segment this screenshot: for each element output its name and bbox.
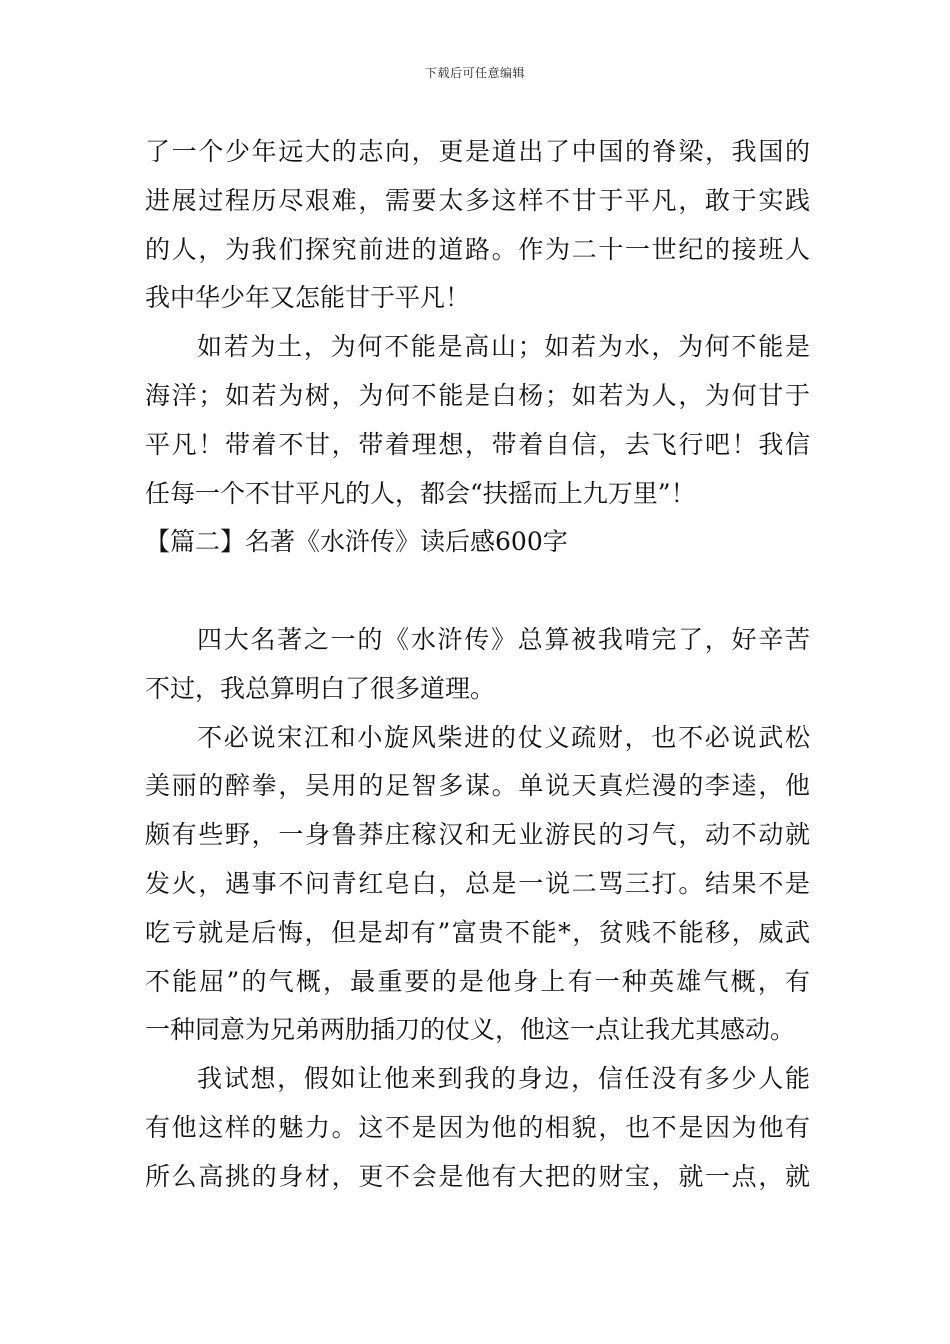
text-line: 有他这样的魅力。这不是因为他的相貌，也不是因为他有	[145, 1112, 810, 1142]
text-line: 如若为土，为何不能是高山；如若为水，为何不能是	[197, 332, 810, 362]
document-body	[145, 128, 810, 1202]
text-line: 四大名著之一的《水浒传》总算被我啃完了，好辛苦	[197, 624, 810, 654]
text-line: 进展过程历尽艰难，需要太多这样不甘于平凡，敢于实践	[145, 185, 810, 215]
paragraph	[145, 128, 810, 323]
paragraph	[145, 323, 810, 518]
page-header: 下载后可任意编辑	[424, 66, 525, 80]
text-line: 不过，我总算明白了很多道理。	[145, 673, 496, 703]
text-line: 不必说宋江和小旋风柴进的仗义疏财，也不必说武松	[197, 722, 810, 752]
text-line: 了一个少年远大的志向，更是道出了中国的脊梁，我国的	[145, 137, 810, 166]
text-line: 海洋；如若为树，为何不能是白杨；如若为人，为何甘于	[145, 380, 810, 410]
section-title: 【篇二】名著《水浒传》读后感600字	[145, 527, 568, 557]
text-line: 一种同意为兄弟两肋插刀的仗义，他这一点让我尤其感动。	[145, 1015, 796, 1045]
paragraph	[145, 714, 810, 1056]
text-line: 平凡！带着不甘，带着理想，带着自信，去飞行吧！我信	[145, 429, 810, 459]
text-line: 不能屈”的气概，最重要的是他身上有一种英雄气概，有	[145, 966, 810, 996]
text-line: 我试想，假如让他来到我的身边，信任没有多少人能	[197, 1064, 810, 1094]
text-line: 美丽的醉拳，吴用的足智多谋。单说天真烂漫的李逵，他	[145, 771, 810, 801]
text-line: 颇有些野，一身鲁莽庄稼汉和无业游民的习气，动不动就	[145, 820, 810, 850]
paragraph	[145, 1055, 810, 1201]
text-line: 我中华少年又怎能甘于平凡！	[145, 283, 471, 313]
text-line: 吃亏就是后悔，但是却有”富贵不能*，贫贱不能移，威武	[145, 917, 810, 947]
blank-line	[145, 567, 810, 616]
text-line: 的人，为我们探究前进的道路。作为二十一世纪的接班人	[145, 234, 810, 264]
text-line: 所么高挑的身材，更不会是他有大把的财宝，就一点，就	[145, 1161, 810, 1191]
text-line: 任每一个不甘平凡的人，都会“扶摇而上九万里”！	[145, 478, 696, 508]
text-line: 发火，遇事不问青红皂白，总是一说二骂三打。结果不是	[145, 868, 810, 898]
paragraph	[145, 616, 810, 714]
